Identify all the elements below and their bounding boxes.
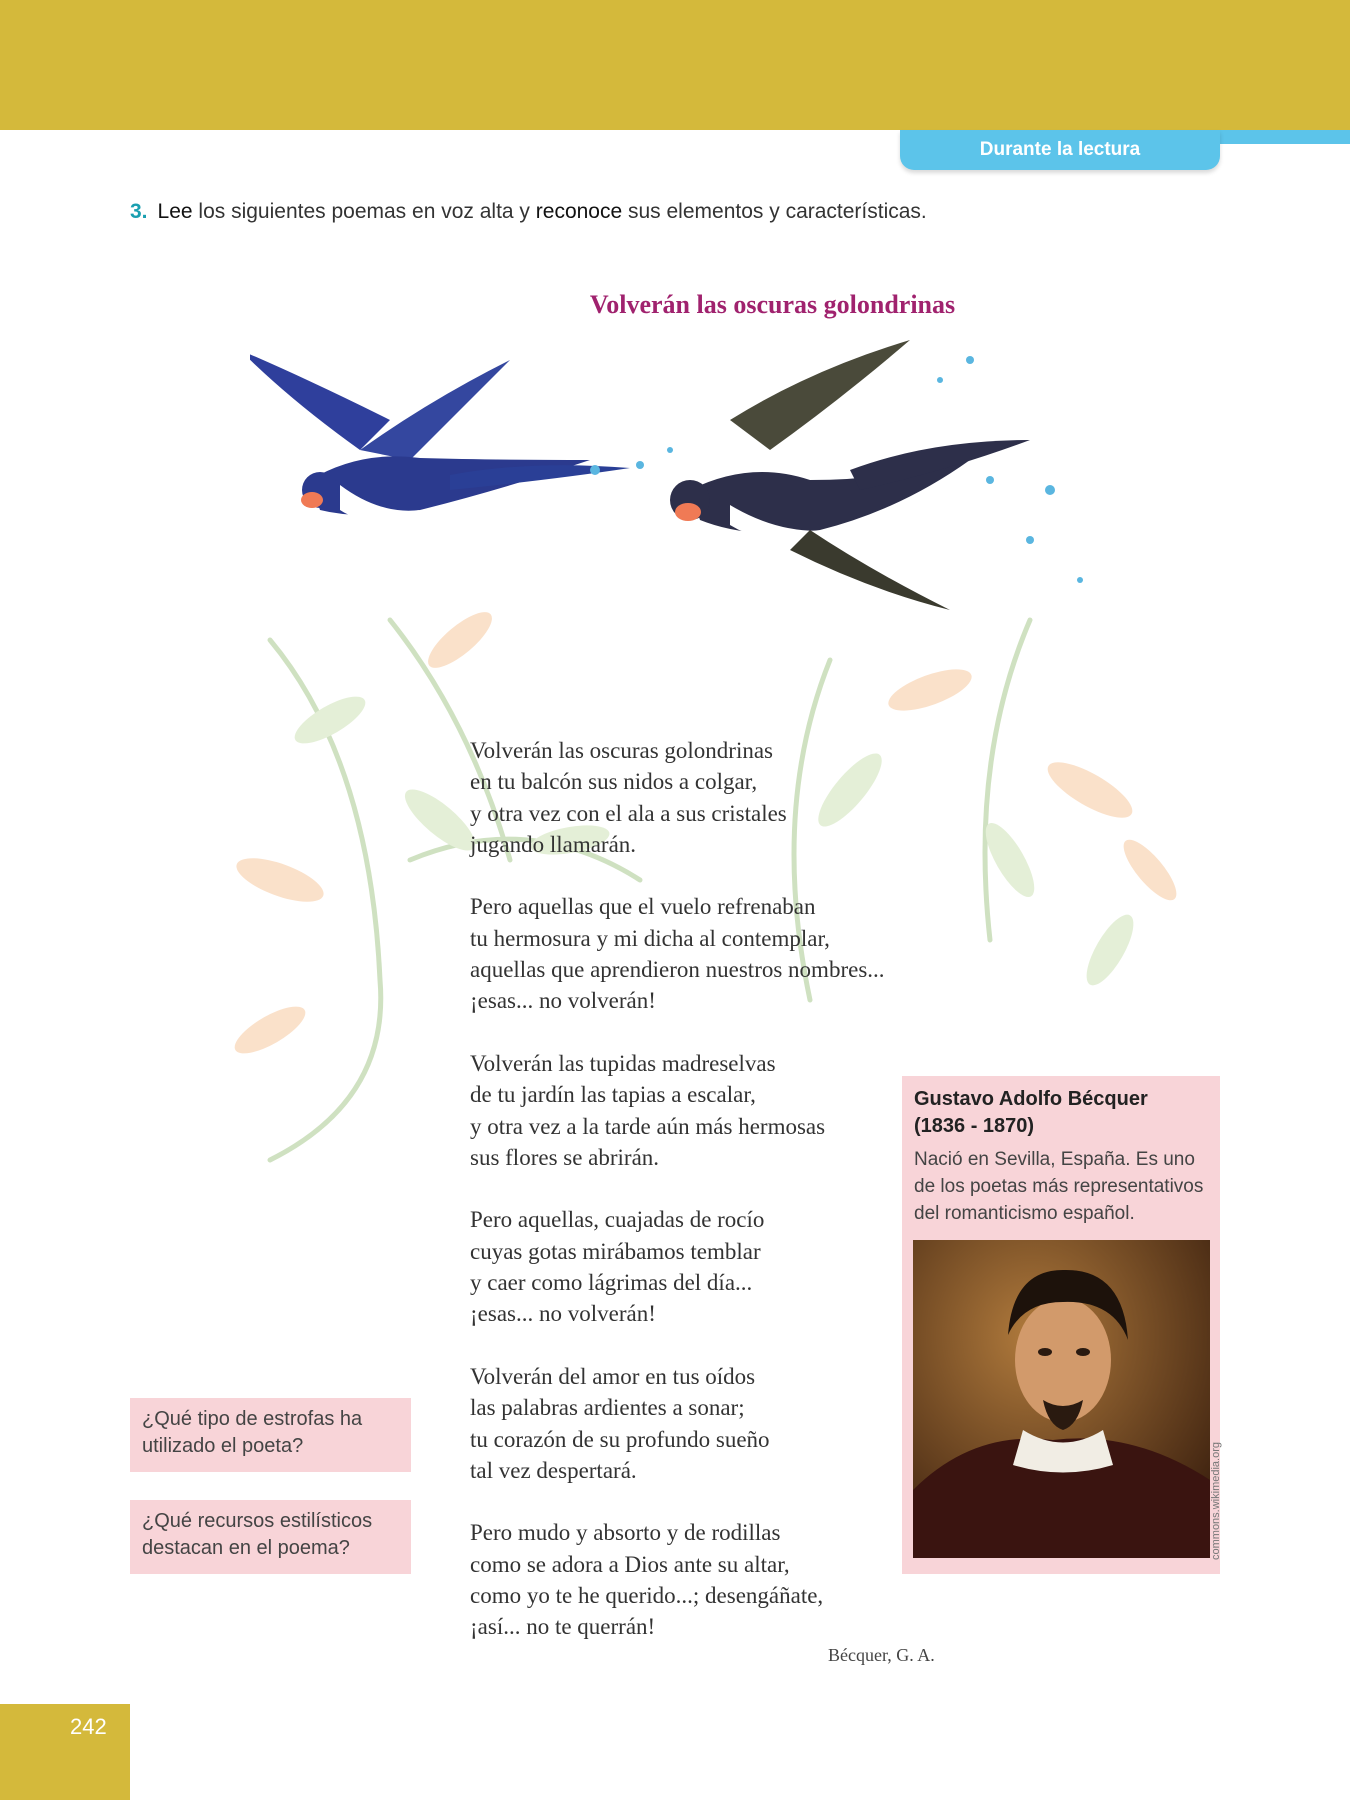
poem-stanza <box>470 735 990 860</box>
poem-line: de tu jardín las tapias a escalar, <box>470 1082 756 1108</box>
instruction-text-2: sus elementos y características. <box>622 200 927 223</box>
section-tab-line <box>1200 130 1350 144</box>
poem-line: Pero aquellas que el vuelo refrenaban <box>470 894 816 920</box>
poem-line: Volverán del amor en tus oídos <box>470 1363 756 1389</box>
poem-title: Volverán las oscuras golondrinas <box>589 290 956 319</box>
swallow-right <box>670 340 1030 610</box>
portrait-painting <box>913 1240 1210 1558</box>
bio-name: Gustavo Adolfo Bécquer <box>914 1088 1148 1110</box>
poem-line: tal vez despertará. <box>470 1457 637 1483</box>
poem-line: ¡así... no te querrán! <box>470 1614 656 1640</box>
question-box: ¿Qué recursos estilísticos destacan en el poema? <box>130 1500 411 1574</box>
image-credit: commons.wikimedia.org <box>1210 1442 1222 1560</box>
top-color-band <box>0 0 1350 130</box>
instruction-verb-lee: Lee <box>157 200 193 223</box>
page-number-tab <box>0 1704 130 1800</box>
poem-line: y caer como lágrimas del día... <box>470 1270 753 1296</box>
poem-author-credit: Bécquer, G. A. <box>828 1645 935 1665</box>
activity-instruction <box>130 200 927 224</box>
instruction-text-1: los siguientes poemas en voz alta y <box>192 200 536 223</box>
poem-line: cuyas gotas mirábamos temblar <box>470 1238 761 1264</box>
bio-years: (1836 - 1870) <box>914 1115 1035 1137</box>
section-tab <box>900 130 1220 170</box>
poem-line: como yo te he querido...; desengáñate, <box>470 1583 824 1609</box>
poem-line: sus flores se abrirán. <box>470 1144 660 1170</box>
section-tab-label: Durante la lectura <box>979 139 1141 160</box>
poem-line: Pero aquellas, cuajadas de rocío <box>470 1207 765 1233</box>
poem-line: Volverán las tupidas madreselvas <box>470 1050 776 1076</box>
swallows-illustration <box>250 340 1260 670</box>
poem-line: y otra vez con el ala a sus cristales <box>470 800 787 826</box>
poem-line: aquellas que aprendieron nuestros nombres... <box>470 957 885 983</box>
activity-number: 3. <box>130 200 148 223</box>
bio-heading <box>914 1086 1148 1140</box>
poem-line: en tu balcón sus nidos a colgar, <box>470 769 758 795</box>
poem-line: y otra vez a la tarde aún más hermosas <box>470 1113 826 1139</box>
poem-line: como se adora a Dios ante su altar, <box>470 1551 790 1577</box>
poem-line: las palabras ardientes a sonar; <box>470 1395 745 1421</box>
page-number: 242 <box>70 1714 107 1739</box>
question-box: ¿Qué tipo de estrofas ha utilizado el poeta? <box>130 1398 411 1472</box>
poem-line: Pero mudo y absorto y de rodillas <box>470 1520 781 1546</box>
author-portrait <box>913 1240 1210 1558</box>
poem-line: tu corazón de su profundo sueño <box>470 1426 770 1452</box>
poem-line: Volverán las oscuras golondrinas <box>470 738 773 763</box>
poem-line: tu hermosura y mi dicha al contemplar, <box>470 925 830 951</box>
swallow-left <box>250 350 630 520</box>
poem-line: jugando llamarán. <box>470 831 637 857</box>
author-bio-box <box>902 1076 1220 1574</box>
poem-line: ¡esas... no volverán! <box>470 988 656 1014</box>
poem-stanza <box>470 891 990 1016</box>
bio-text: Nació en Sevilla, España. Es uno de los poetas más representativos del romanticismo español. <box>914 1149 1204 1224</box>
instruction-verb-reconoce: reconoce <box>535 200 623 223</box>
poem-line: ¡esas... no volverán! <box>470 1301 656 1327</box>
